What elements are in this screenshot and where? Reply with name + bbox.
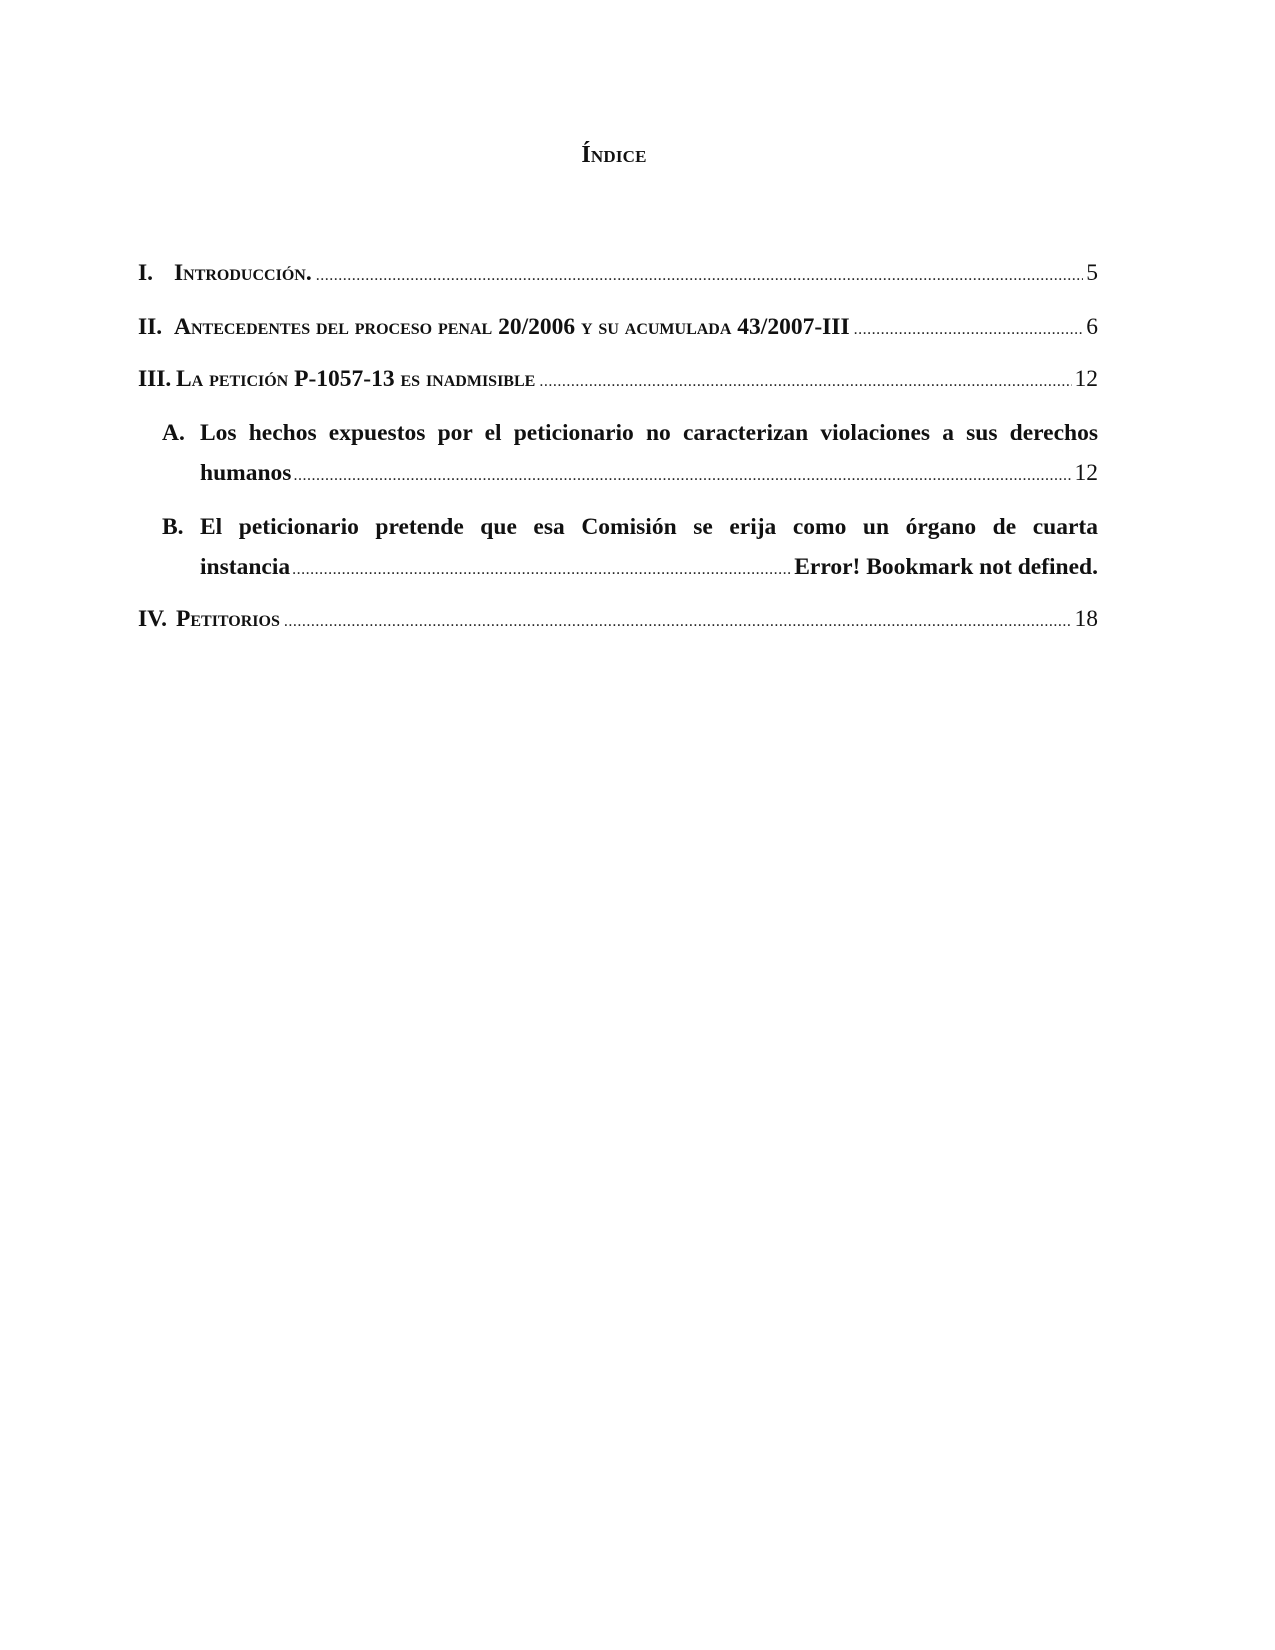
toc-title-part: Antecedentes del proceso penal [174,314,499,340]
toc-title-part: es inadmisible [394,366,536,392]
toc-title-part: 20/2006 [498,314,576,340]
toc-entry-title: Petitorios [176,606,280,632]
toc-entry-number: A. [162,420,185,446]
toc-entry-number: I. [138,260,154,286]
dot-leader [293,458,1071,491]
toc-entry-page: 12 [1074,366,1098,392]
dot-leader [854,312,1084,345]
toc-entry-title-continued: humanos [200,460,292,486]
toc-entry-b-line1[interactable] [162,512,1098,542]
toc-entry-page-error: Error! Bookmark not defined. [794,554,1098,580]
dot-leader [292,552,791,585]
page-title: Índice [581,142,647,168]
toc-title-part: 43/2007-III [737,314,850,340]
toc-title-part: La petición [176,366,295,392]
toc-entry-la-peticion[interactable] [138,364,1098,397]
toc-entry-title: Introducción. [174,260,312,286]
toc-entry-antecedentes[interactable] [138,312,1098,345]
toc-entry-number: B. [162,514,184,540]
toc-entry-page: 6 [1086,314,1098,340]
dot-leader [284,604,1072,637]
toc-title-part: y su acumulada [575,314,738,340]
dot-leader [539,364,1071,397]
toc-entry-title [174,312,850,342]
toc-entry-b-line2[interactable] [200,552,1098,585]
toc-title-part: P-1057-13 [294,366,395,392]
toc-entry-page: 5 [1086,260,1098,286]
toc-entry-title [176,364,535,394]
toc-entry-title: Los hechos expuestos por el peticionario no caracterizan violaciones a sus derechos [200,420,1098,446]
toc-entry-petitorios[interactable] [138,604,1098,637]
toc-entry-page: 18 [1074,606,1098,632]
toc-entry-a-line1[interactable] [162,418,1098,448]
toc-entry-title: El peticionario pretende que esa Comisión se erija como un órgano de cuarta [200,514,1098,540]
toc-entry-introduccion[interactable] [138,258,1098,291]
toc-entry-page: 12 [1074,460,1098,486]
toc-entry-number: IV. [138,606,167,632]
toc-entry-number: II. [138,314,163,340]
toc-entry-a-line2[interactable] [200,458,1098,491]
dot-leader [316,258,1084,291]
toc-entry-number: III. [138,366,172,392]
toc-entry-title-continued: instancia [200,554,291,580]
